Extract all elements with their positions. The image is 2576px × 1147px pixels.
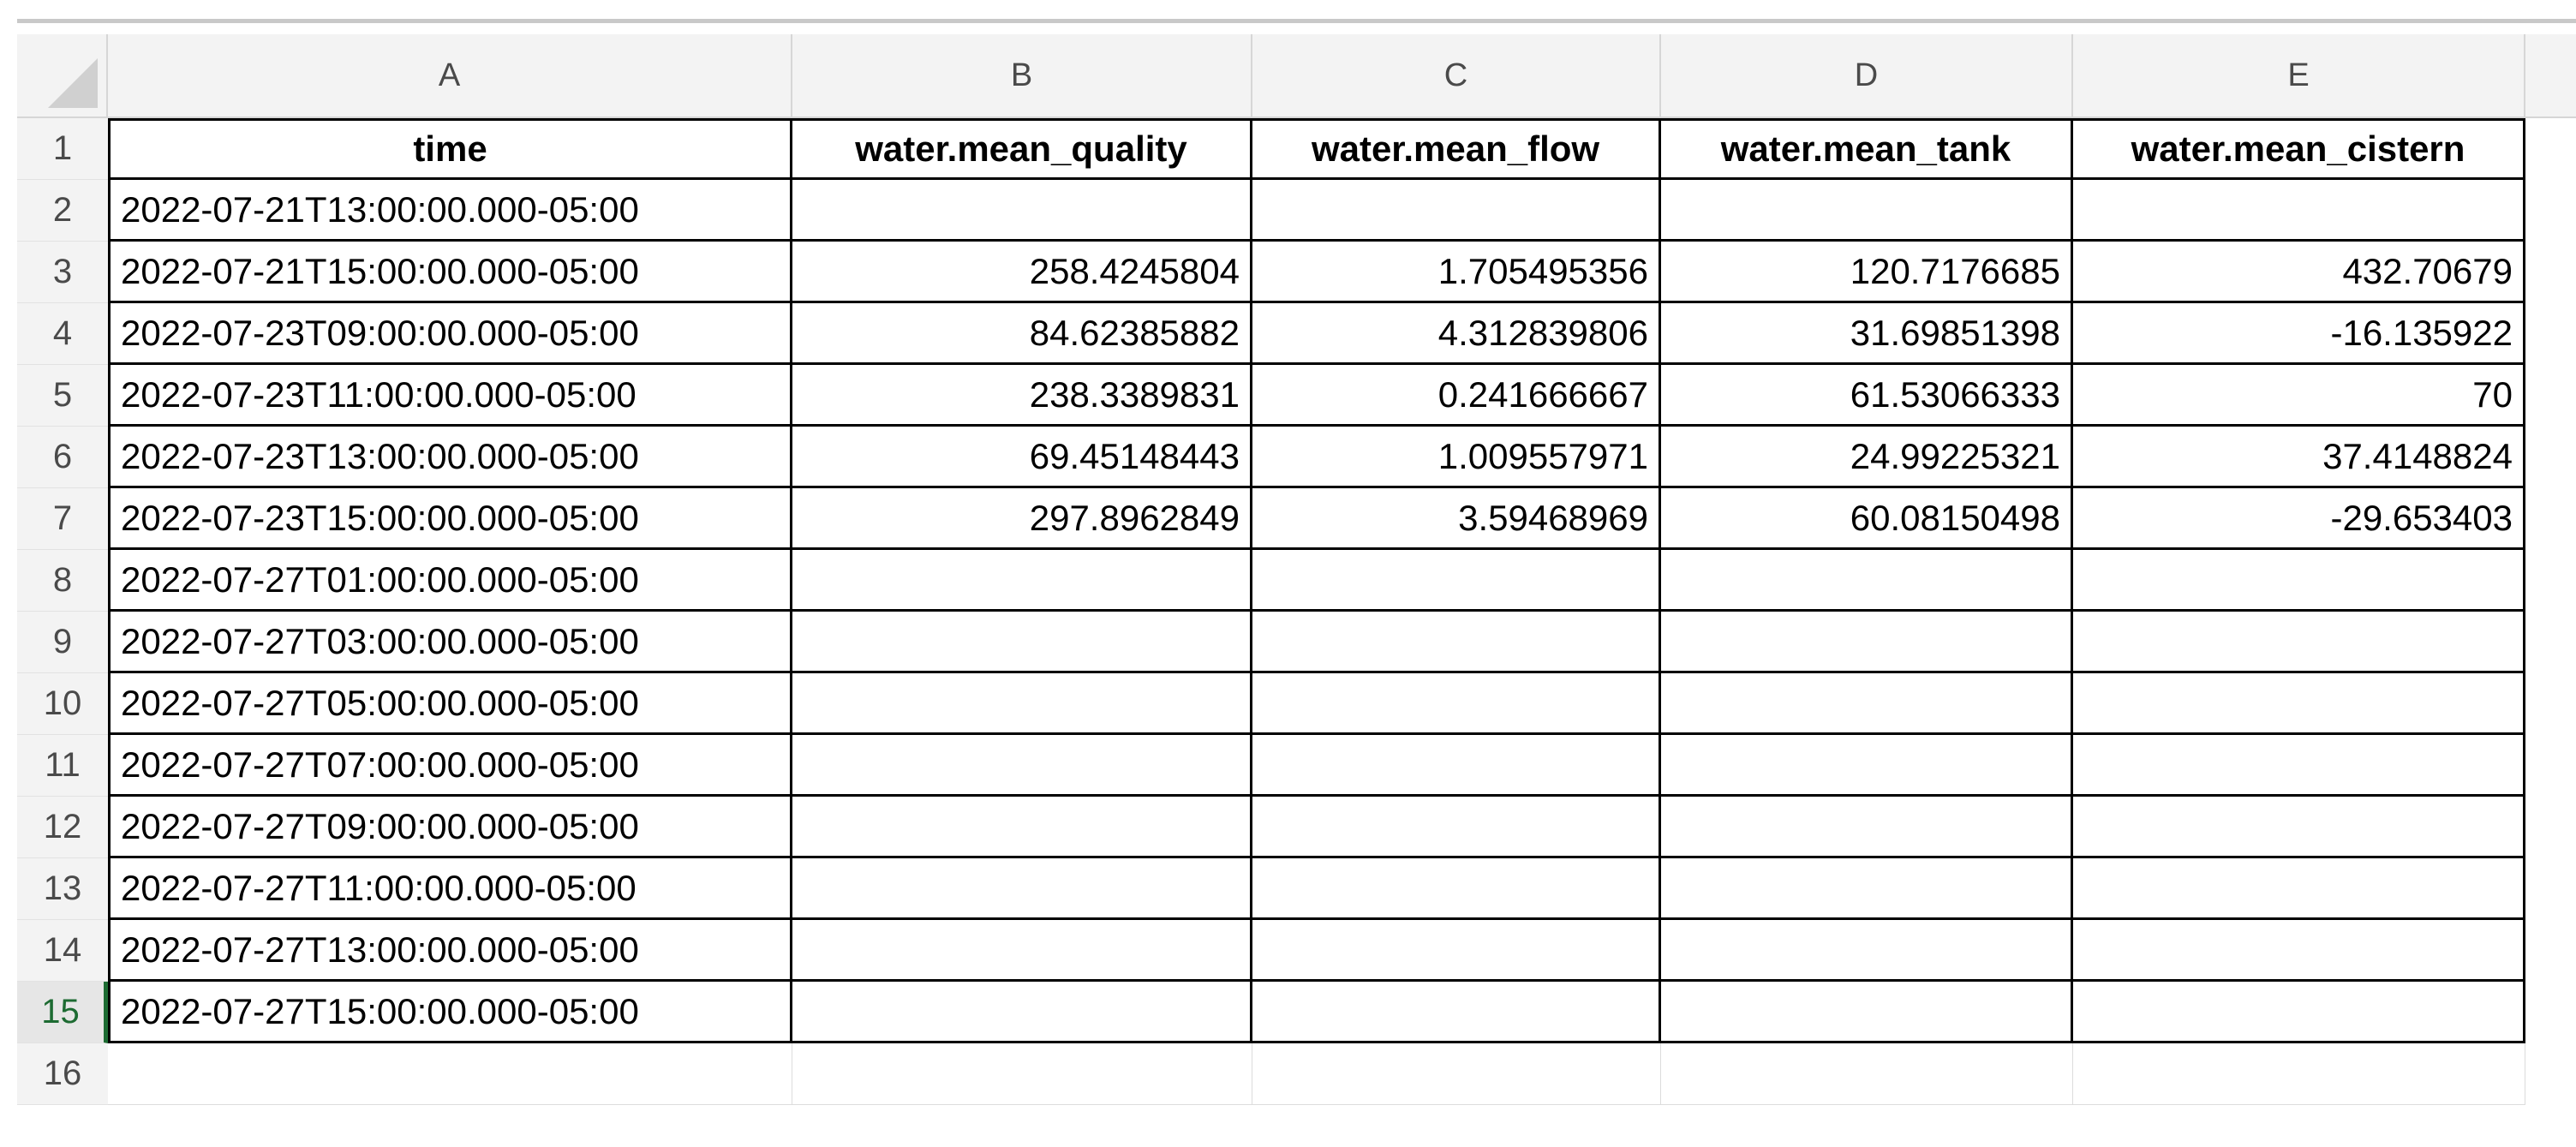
cell-tank[interactable] (1661, 673, 2073, 735)
cell-flow[interactable] (1252, 550, 1661, 612)
row-header-3[interactable]: 3 (17, 242, 108, 303)
cell-time[interactable]: 2022-07-27T05:00:00.000-05:00 (108, 673, 792, 735)
cell-flow[interactable] (1252, 673, 1661, 735)
cell-time[interactable]: 2022-07-23T11:00:00.000-05:00 (108, 365, 792, 427)
cell-cistern[interactable] (2073, 858, 2525, 920)
row-header-7[interactable]: 7 (17, 488, 108, 550)
empty-row (108, 1043, 2525, 1105)
cell-time[interactable]: 2022-07-27T03:00:00.000-05:00 (108, 612, 792, 673)
cell-quality[interactable]: 84.62385882 (792, 303, 1252, 365)
row-header-6[interactable]: 6 (17, 427, 108, 488)
cell-flow[interactable]: 1.705495356 (1252, 242, 1661, 303)
table-row (108, 612, 2525, 673)
row-header-9[interactable]: 9 (17, 612, 108, 673)
header-cell-time[interactable]: time (108, 118, 792, 180)
cell-flow[interactable]: 4.312839806 (1252, 303, 1661, 365)
cell-grid (108, 118, 2525, 1105)
row-header-12[interactable]: 12 (17, 797, 108, 858)
cell-quality[interactable] (792, 982, 1252, 1043)
row-header-14[interactable]: 14 (17, 920, 108, 982)
table-row (108, 303, 2525, 365)
cell-tank[interactable] (1661, 797, 2073, 858)
table-row (108, 242, 2525, 303)
header-cell-quality[interactable]: water.mean_quality (792, 118, 1252, 180)
empty-cell[interactable] (1252, 1043, 1661, 1105)
cell-flow[interactable] (1252, 858, 1661, 920)
cell-flow[interactable] (1252, 612, 1661, 673)
cell-quality[interactable]: 69.45148443 (792, 427, 1252, 488)
table-row (108, 920, 2525, 982)
cell-time[interactable]: 2022-07-21T13:00:00.000-05:00 (108, 180, 792, 242)
table-row (108, 735, 2525, 797)
cell-flow[interactable] (1252, 920, 1661, 982)
empty-cell[interactable] (792, 1043, 1252, 1105)
cell-time[interactable]: 2022-07-27T01:00:00.000-05:00 (108, 550, 792, 612)
cell-quality[interactable]: 258.4245804 (792, 242, 1252, 303)
row-header-13[interactable]: 13 (17, 858, 108, 920)
table-row (108, 365, 2525, 427)
cell-time[interactable]: 2022-07-23T15:00:00.000-05:00 (108, 488, 792, 550)
cell-tank[interactable] (1661, 612, 2073, 673)
cell-tank[interactable] (1661, 858, 2073, 920)
cell-quality[interactable] (792, 858, 1252, 920)
cell-time[interactable]: 2022-07-23T13:00:00.000-05:00 (108, 427, 792, 488)
table-row (108, 858, 2525, 920)
cell-cistern[interactable] (2073, 982, 2525, 1043)
table-row (108, 488, 2525, 550)
cell-quality[interactable] (792, 735, 1252, 797)
cell-flow[interactable] (1252, 797, 1661, 858)
row-header-10[interactable]: 10 (17, 673, 108, 735)
cell-tank[interactable] (1661, 180, 2073, 242)
column-header-bar (108, 34, 2576, 118)
cell-quality[interactable] (792, 673, 1252, 735)
column-header-d[interactable]: D (1661, 34, 2073, 116)
cell-tank[interactable] (1661, 982, 2073, 1043)
cell-time[interactable]: 2022-07-23T09:00:00.000-05:00 (108, 303, 792, 365)
cell-time[interactable]: 2022-07-21T15:00:00.000-05:00 (108, 242, 792, 303)
cell-time[interactable]: 2022-07-27T07:00:00.000-05:00 (108, 735, 792, 797)
table-row (108, 982, 2525, 1043)
cell-quality[interactable] (792, 920, 1252, 982)
cell-tank[interactable] (1661, 920, 2073, 982)
cell-tank[interactable]: 60.08150498 (1661, 488, 2073, 550)
cell-cistern[interactable] (2073, 673, 2525, 735)
cell-quality[interactable] (792, 612, 1252, 673)
cell-quality[interactable] (792, 797, 1252, 858)
cell-cistern[interactable] (2073, 797, 2525, 858)
cell-tank[interactable]: 61.53066333 (1661, 365, 2073, 427)
select-all-icon (48, 58, 98, 108)
cell-cistern[interactable] (2073, 180, 2525, 242)
cell-flow[interactable]: 3.59468969 (1252, 488, 1661, 550)
empty-cell[interactable] (108, 1043, 792, 1105)
header-cell-cistern[interactable]: water.mean_cistern (2073, 118, 2525, 180)
column-header-b[interactable]: B (792, 34, 1252, 116)
cell-tank[interactable]: 31.69851398 (1661, 303, 2073, 365)
header-row (108, 118, 2525, 180)
cell-time[interactable]: 2022-07-27T09:00:00.000-05:00 (108, 797, 792, 858)
cell-quality[interactable]: 238.3389831 (792, 365, 1252, 427)
cell-flow[interactable] (1252, 982, 1661, 1043)
row-header-16[interactable]: 16 (17, 1043, 108, 1105)
cell-tank[interactable] (1661, 550, 2073, 612)
row-header-5[interactable]: 5 (17, 365, 108, 427)
row-header-4[interactable]: 4 (17, 303, 108, 365)
cell-cistern[interactable] (2073, 550, 2525, 612)
table-row (108, 673, 2525, 735)
cell-cistern[interactable]: 432.70679 (2073, 242, 2525, 303)
cell-tank[interactable]: 24.99225321 (1661, 427, 2073, 488)
cell-cistern[interactable] (2073, 920, 2525, 982)
column-header-c[interactable]: C (1252, 34, 1661, 116)
cell-cistern[interactable]: -29.653403 (2073, 488, 2525, 550)
cell-cistern[interactable]: 70 (2073, 365, 2525, 427)
cell-flow[interactable]: 1.009557971 (1252, 427, 1661, 488)
column-header-e[interactable]: E (2073, 34, 2525, 116)
cell-tank[interactable] (1661, 735, 2073, 797)
header-cell-flow[interactable]: water.mean_flow (1252, 118, 1661, 180)
row-header-bar (17, 118, 108, 1105)
column-header-overflow[interactable] (2525, 34, 2576, 116)
cell-flow[interactable] (1252, 180, 1661, 242)
header-cell-tank[interactable]: water.mean_tank (1661, 118, 2073, 180)
cell-time[interactable]: 2022-07-27T11:00:00.000-05:00 (108, 858, 792, 920)
cell-tank[interactable]: 120.7176685 (1661, 242, 2073, 303)
cell-time[interactable]: 2022-07-27T15:00:00.000-05:00 (108, 982, 792, 1043)
cell-time[interactable]: 2022-07-27T13:00:00.000-05:00 (108, 920, 792, 982)
table-row (108, 550, 2525, 612)
cell-flow[interactable]: 0.241666667 (1252, 365, 1661, 427)
select-all-button[interactable] (17, 34, 108, 118)
cell-quality[interactable] (792, 180, 1252, 242)
row-header-11[interactable]: 11 (17, 735, 108, 797)
toolbar-divider (17, 19, 2576, 23)
cell-cistern[interactable]: 37.4148824 (2073, 427, 2525, 488)
row-header-2[interactable]: 2 (17, 180, 108, 242)
table-row (108, 427, 2525, 488)
table-row (108, 180, 2525, 242)
cell-quality[interactable] (792, 550, 1252, 612)
table-row (108, 797, 2525, 858)
cell-cistern[interactable] (2073, 735, 2525, 797)
cell-cistern[interactable]: -16.135922 (2073, 303, 2525, 365)
empty-cell[interactable] (2073, 1043, 2525, 1105)
empty-cell[interactable] (1661, 1043, 2073, 1105)
row-header-1[interactable]: 1 (17, 118, 108, 180)
row-header-15[interactable]: 15 (17, 982, 108, 1043)
cell-cistern[interactable] (2073, 612, 2525, 673)
cell-quality[interactable]: 297.8962849 (792, 488, 1252, 550)
row-header-8[interactable]: 8 (17, 550, 108, 612)
cell-flow[interactable] (1252, 735, 1661, 797)
column-header-a[interactable]: A (108, 34, 792, 116)
